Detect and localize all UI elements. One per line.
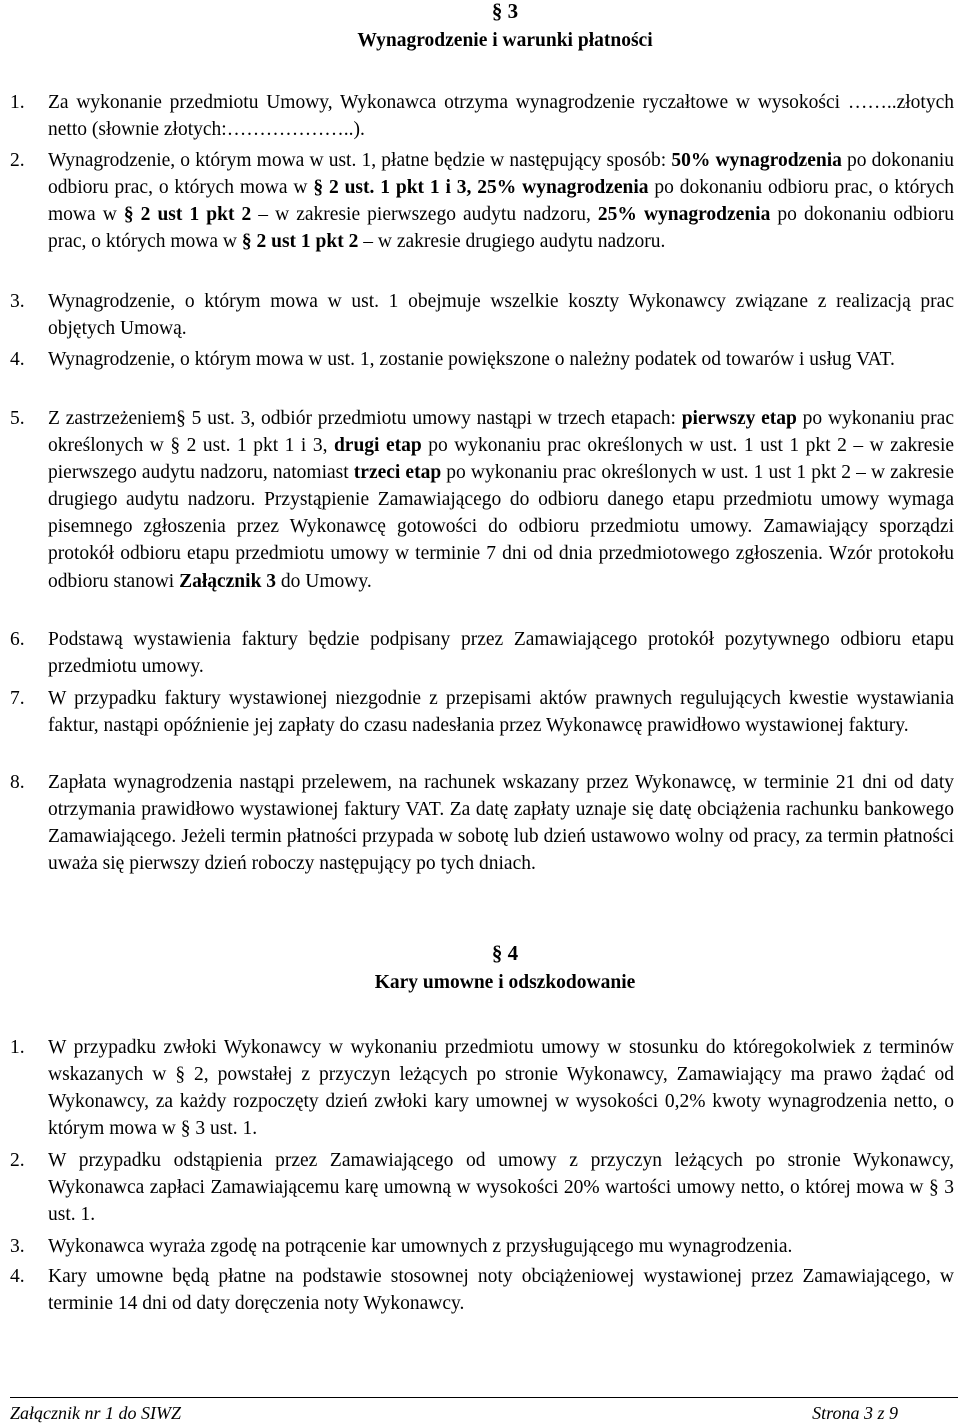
item-text — [10, 1263, 954, 1317]
text-segment: Wykonawca wyraża zgodę na potrącenie kar umownych z przysługującego mu wynagrodzenia. — [48, 1236, 793, 1257]
item-text — [10, 1233, 954, 1260]
s4-item-4 — [10, 1263, 954, 1317]
bold-text-segment: 25% wynagrodzenia — [597, 204, 771, 226]
bold-text-segment: trzeci etap — [353, 462, 442, 484]
footer-attachment-label: Załącznik nr 1 do SIWZ — [10, 1403, 181, 1423]
item-number: 1. — [10, 1037, 25, 1058]
item-number: 3. — [10, 291, 25, 312]
item-number: 1. — [10, 92, 25, 113]
bold-text-segment: 50% wynagrodzenia — [671, 150, 842, 171]
text-segment: Wynagrodzenie, o którym mowa w ust. 1, zostanie powiększone o należny podatek od towarów i usług VAT. — [48, 349, 895, 370]
bold-text-segment: § 2 ust 1 pkt 2 — [123, 204, 252, 226]
footer-page-number: Strona 3 z 9 — [812, 1403, 898, 1423]
section-4-number: § 4 — [491, 941, 519, 965]
bold-text-segment: Załącznik 3 — [179, 570, 277, 592]
text-segment: po dokonaniu odbioru prac, o których mowa w — [48, 204, 954, 253]
text-segment: W przypadku faktury wystawionej niezgodnie z przepisami aktów prawnych regulujących kwestie wystawiania faktur, nastąpi opóźnienie jej zapłaty do czasu nadesłania przez Wykonawcę prawidłowo wystawionej faktury. — [48, 688, 954, 737]
text-segment: Kary umowne będą płatne na podstawie stosownej noty obciążeniowej wystawionej przez Zamawiającego, w terminie 14 dni od daty doręczenia noty Wykonawcy. — [48, 1266, 954, 1315]
text-segment: – w zakresie pierwszego audytu nadzoru, — [251, 204, 598, 226]
section-3-number: § 3 — [491, 0, 519, 23]
text-segment: Wynagrodzenie, o którym mowa w ust. 1 obejmuje wszelkie koszty Wykonawcy związane z realizacją prac objętych Umową. — [48, 291, 954, 340]
text-segment: W przypadku odstąpienia przez Zamawiającego od umowy z przyczyn leżących po stronie Wykonawcy, Wykonawca zapłaci Zamawiającemu karę umowną w wysokości 20% wartości umowy netto, o której mowa w § 3 ust. 1. — [48, 1150, 954, 1226]
text-segment: Wynagrodzenie, o którym mowa w ust. 1, płatne będzie w następujący sposób: — [48, 150, 672, 171]
item-number: 5. — [10, 408, 25, 429]
text-segment: Za wykonanie przedmiotu Umowy, Wykonawca otrzyma wynagrodzenie ryczałtowe w wysokości ……..złotych netto (słownie złotych:………………..). — [48, 92, 954, 141]
s4-item-1 — [10, 1034, 954, 1142]
item-number: 6. — [10, 629, 25, 650]
item-text — [10, 288, 954, 342]
section-3-title: Wynagrodzenie i warunki płatności — [357, 30, 653, 51]
item-text — [10, 89, 954, 143]
s3-item-7 — [10, 685, 954, 739]
s3-item-6 — [10, 626, 954, 680]
text-segment: do Umowy. — [276, 570, 372, 592]
section-4-title: Kary umowne i odszkodowanie — [374, 972, 636, 993]
section-3-heading — [0, 0, 960, 56]
item-text — [10, 405, 954, 595]
item-text — [10, 1034, 954, 1142]
s4-item-3 — [10, 1233, 954, 1260]
item-number: 4. — [10, 349, 25, 370]
item-text — [10, 1147, 954, 1228]
page-footer — [10, 1397, 958, 1423]
text-segment: po wykonaniu prac określonych w § 2 ust. 1 pkt 1 i 3, — [48, 408, 954, 457]
item-text — [10, 769, 954, 877]
text-segment: po dokonaniu odbioru prac, o których mowa w — [48, 177, 954, 226]
s3-item-3 — [10, 288, 954, 342]
text-segment: Zapłata wynagrodzenia nastąpi przelewem, na rachunek wskazany przez Wykonawcę, w terminie 21 dni od daty otrzymania prawidłowo wystawionej faktury VAT. Za datę zapłaty uznaje się datę obciążenia rachunku bankowego Zamawiającego. Jeżeli termin płatności przypada w sobotę lub dzień ustawowo wolny od pracy, za termin płatności uważa się pierwszy dzień roboczy następujący po tych dniach. — [48, 772, 954, 875]
item-number: 2. — [10, 1150, 25, 1171]
s3-item-1 — [10, 89, 954, 143]
text-segment: po wykonaniu prac określonych w ust. 1 ust 1 pkt 2 – w zakresie pierwszego audytu nadzoru, natomiast — [48, 435, 955, 484]
bold-text-segment: drugi etap — [333, 435, 422, 457]
item-number: 4. — [10, 1266, 25, 1287]
item-text — [10, 626, 954, 680]
bold-text-segment: pierwszy etap — [681, 408, 797, 429]
bold-text-segment: § 2 ust 1 pkt 2 — [241, 231, 359, 253]
s3-item-8 — [10, 769, 954, 877]
item-number: 7. — [10, 688, 25, 709]
text-segment: po dokonaniu odbioru prac, o których mowa w — [48, 150, 955, 199]
item-number: 8. — [10, 772, 25, 793]
item-number: 2. — [10, 150, 25, 171]
bold-text-segment: § 2 ust. 1 pkt 1 i 3, 25% wynagrodzenia — [313, 177, 649, 199]
item-text — [10, 685, 954, 739]
item-number: 3. — [10, 1236, 25, 1257]
text-segment: W przypadku zwłoki Wykonawcy w wykonaniu przedmiotu umowy w stosunku do któregokolwiek z terminów wskazanych w § 2, powstałej z przyczyn leżących po stronie Wykonawcy, Zamawiający ma prawo żądać od Wykonawcy, za każdy rozpoczęty dzień zwłoki kary umownej w wysokości 0,2% kwoty wynagrodzenia netto, o którym mowa w § 3 ust. 1. — [48, 1037, 954, 1140]
s3-item-5 — [10, 405, 954, 595]
text-segment: Podstawą wystawienia faktury będzie podpisany przez Zamawiającego protokół pozytywnego odbioru etapu przedmiotu umowy. — [48, 629, 954, 678]
text-segment: po wykonaniu prac określonych w ust. 1 ust 1 pkt 2 – w zakresie drugiego audytu nadzoru. Przystąpienie Zamawiającego do odbioru danego etapu przedmiotu umowy wymaga pisemnego zgłoszenia przez Wykonawcę gotowości do odbioru przedmiotu umowy. Zamawiający sporządzi protokół odbioru etapu przedmiotu umowy w terminie 7 dni od dnia przedmiotowego zgłoszenia. Wzór protokołu odbioru stanowi — [48, 462, 955, 592]
item-text — [10, 147, 954, 255]
text-segment: Z zastrzeżeniem§ 5 ust. 3, odbiór przedmiotu umowy nastąpi w trzech etapach: — [48, 408, 682, 429]
section-4-heading — [0, 938, 960, 998]
text-segment: – w zakresie drugiego audytu nadzoru. — [358, 231, 666, 253]
s3-item-4 — [10, 346, 954, 373]
s4-item-2 — [10, 1147, 954, 1228]
s3-item-2 — [10, 147, 954, 255]
item-text — [10, 346, 954, 373]
